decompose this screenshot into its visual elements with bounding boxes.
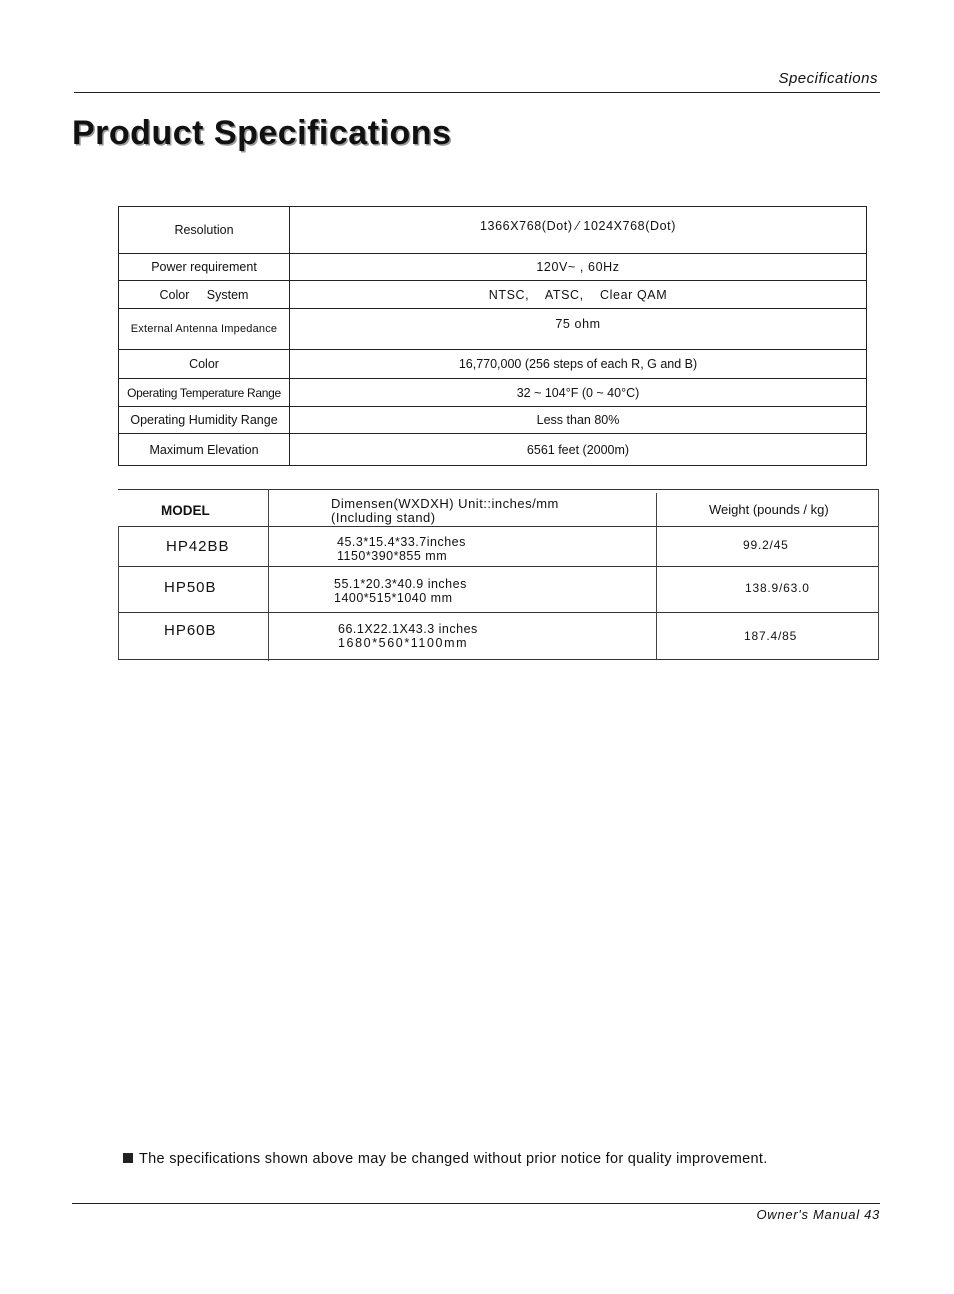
model-dimension-inches: 55.1*20.3*40.9 inches [334,577,467,591]
column-header-model: MODEL [161,503,210,518]
spec-label: Color System [119,281,290,309]
spec-value: 120V~ , 60Hz [290,254,867,281]
spec-label: Operating Humidity Range [119,407,290,434]
spec-label: Power requirement [119,254,290,281]
column-header-weight: Weight (pounds / kg) [709,502,829,517]
spec-row-temperature [119,379,867,407]
model-dimension-mm: 1680*560*1100mm [338,636,469,650]
section-header-label: Specifications [778,70,878,87]
spec-value: 16,770,000 (256 steps of each R, G and B) [290,350,867,379]
spec-label: Resolution [119,207,290,254]
spec-label: Maximum Elevation [119,434,290,466]
spec-value: Less than 80% [290,407,867,434]
table-rule [118,526,879,527]
model-dimension-inches: 45.3*15.4*33.7inches [337,535,466,549]
spec-row-color-system [119,281,867,309]
spec-value: 75 ohm [290,309,867,350]
spec-value: NTSC, ATSC, Clear QAM [290,281,867,309]
spec-row-antenna-impedance [119,309,867,350]
table-divider [268,489,269,661]
disclaimer-note [123,1151,768,1167]
spec-label: Color [119,350,290,379]
table-rule [118,612,879,613]
model-dimension-mm: 1150*390*855 mm [337,549,448,563]
page-footer-label: Owner's Manual 43 [756,1207,880,1222]
model-weight: 187.4/85 [744,629,798,643]
spec-row-elevation [119,434,867,466]
model-name: HP60B [164,622,217,639]
model-name: HP50B [164,579,217,596]
disclaimer-text: The specifications shown above may be changed without prior notice for quality improvement. [139,1151,768,1167]
footer-divider [72,1203,880,1204]
table-rule [118,489,879,490]
spec-value: 1366X768(Dot) ⁄ 1024X768(Dot) [290,207,867,254]
table-rule [118,659,879,660]
table-divider [656,493,657,659]
table-divider [878,489,879,659]
page-title: Product Specifications [72,114,452,152]
table-rule [118,566,879,567]
spec-row-color [119,350,867,379]
model-weight: 138.9/63.0 [745,581,810,595]
spec-row-power [119,254,867,281]
square-bullet-icon [123,1153,133,1163]
spec-value: 32 ~ 104°F (0 ~ 40°C) [290,379,867,407]
spec-value: 6561 feet (2000m) [290,434,867,466]
spec-label: Operating Temperature Range [119,379,290,407]
model-dimension-inches: 66.1X22.1X43.3 inches [338,622,478,636]
model-dimension-mm: 1400*515*1040 mm [334,591,453,605]
header-divider [74,92,880,93]
model-name: HP42BB [166,538,230,555]
specifications-table [118,206,867,466]
spec-row-resolution [119,207,867,254]
model-weight: 99.2/45 [743,538,789,552]
spec-row-humidity [119,407,867,434]
column-header-dimension: Dimensen(WXDXH) Unit::inches/mm [331,496,559,511]
model-dimensions-table [118,489,879,661]
spec-label: External Antenna Impedance [119,309,290,350]
column-header-dimension-note: (Including stand) [331,510,436,525]
table-divider [118,526,119,659]
